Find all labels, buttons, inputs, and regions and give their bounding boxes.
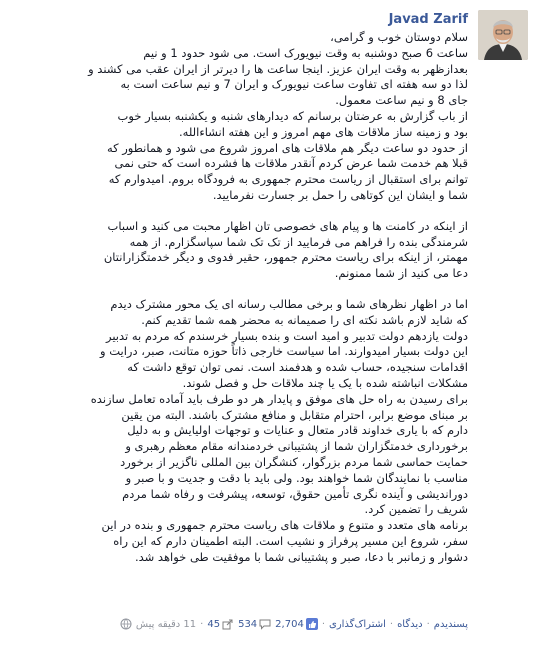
post-line: این دولت بسیار امیدوارند. اما سیاست خارجی ذاتاً حوزه متانت، صبر، درایت و	[100, 344, 468, 359]
comment-icon	[259, 618, 271, 630]
shares-count[interactable]	[207, 618, 234, 630]
timestamp[interactable]: 11 دقیقه پیش	[135, 618, 197, 630]
post-line: ساعت 6 صبح دوشنبه به وقت نیویورک است. می شود حدود 1 و نیم	[143, 45, 468, 60]
post-paragraph-2	[6, 219, 468, 282]
post-line: سفر، شروع این مسیر پرفراز و نشیب است. البته اطمینان دارم که این راه	[113, 533, 468, 548]
post-line: لذا دو سه هفته ای تفاوت ساعت نیویورک و ایران 7 و نیم ساعت است به	[120, 77, 468, 92]
shares-count-value: 45	[207, 618, 221, 630]
separator: ·	[200, 618, 204, 630]
post-line: قبلا هم خدمت شما عرض کردم آنقدر ملاقات ها فشرده است که حتی نمی	[114, 156, 468, 171]
post-line: دشوار و زمانبر با دعا، صبر و پشتیبانی شما با موفقیت طی خواهد شد.	[134, 549, 468, 564]
post-body	[6, 30, 468, 581]
post-line: مناسب با نمایندگان شما خواهند بود. ولی باید با دقت و جدیت و با صبر و	[125, 470, 468, 485]
profile-photo	[478, 10, 528, 60]
post-line: برای رسیدن به راه حل های موفق و پایدار هر دو طرف باید آماده تعامل سازنده	[90, 391, 468, 406]
post-line: حمایت حماسی شما مردم بزرگوار، کنشگران بین المللی ناگزیر از برخورد	[120, 454, 468, 469]
post-line: دولت یازدهم دولت تدبیر و امید است و بنده بسیار خرسندم که مردم به تدبیر	[105, 328, 468, 343]
post-line: دوراندیشی و آینده نگری تأمین حقوق، توسعه، پیشرفت و رفاه شما مردم	[122, 486, 468, 501]
post-line: از باب گزارش به عرضتان برسانم که دیدارهای شنبه و یکشنبه بسیار خوب	[117, 108, 468, 123]
avatar[interactable]	[478, 10, 528, 60]
post-line: که شاید لازم باشد نکته ای را صمیمانه به محضر همه شما تقدیم کنم.	[141, 312, 468, 327]
post-line: سلام دوستان خوب و گرامی،	[330, 30, 468, 44]
post-line: بود و زمینه ساز ملاقات های مهم امروز و این هفته انشاءالله.	[179, 124, 468, 139]
post-line: جای 8 و نیم ساعت معمول.	[335, 93, 468, 108]
post-line: دعا می کنید از شما ممنونم.	[334, 266, 468, 281]
like-link[interactable]: پسندیدم	[433, 618, 468, 630]
post-line: شما و ایشان این کوتاهی را حمل بر جسارت نفرمایید.	[212, 187, 468, 202]
comments-count-value: 534	[238, 618, 258, 630]
post-line: توانم برای استقبال از ریاست محترم جمهوری به فرودگاه بروم. امیدوارم که	[108, 172, 468, 187]
post-line: مشکلات انباشته شده با یک یا چند ملاقات حل و فصل شوند.	[182, 375, 468, 390]
post-line: دارم که با یاری خداوند قادر متعال و عنایات و توجهات اولیایش و به دلیل	[127, 423, 468, 438]
thumbs-up-icon	[306, 618, 318, 630]
post-line: از اینکه در کامنت ها و پیام های خصوصی تان اظهار محبت می کنید و اسباب	[107, 218, 468, 233]
post-paragraph-1	[6, 30, 468, 204]
author-name[interactable]: Javad Zarif	[388, 12, 468, 27]
share-link[interactable]: اشتراک‌گذاری	[329, 618, 386, 630]
post-footer	[6, 616, 468, 632]
post-paragraph-3	[6, 297, 468, 566]
post-line: بعدازظهر به وقت ایران عزیز. اینجا ساعت ها را دیرتر از ایران عقب می کشند و	[88, 61, 468, 76]
comments-count[interactable]	[238, 618, 271, 630]
separator: ·	[389, 618, 394, 630]
comment-link[interactable]: دیدگاه	[397, 618, 423, 630]
post-line: شریف را تضمین کرد.	[364, 502, 468, 517]
post-line: اقدامات سنجیده، حساب شده و هدفمند است. نمی توان توقع داشت که	[127, 360, 468, 375]
separator: ·	[321, 618, 325, 630]
post-line: بر مبنای موضع برابر، احترام متقابل و منافع مشترک باشند. البته من یقین	[121, 407, 468, 422]
likes-count[interactable]	[275, 618, 318, 630]
separator: ·	[426, 618, 430, 630]
post-line: اما در اظهار نظرهای شما و برخی مطالب رسانه ای یک محور مشترک دیدم	[110, 296, 468, 311]
post-line: از حدود دو ساعت دیگر هم ملاقات های امروز شروع می شود و همانطور که	[106, 140, 468, 155]
post-line: برنامه های متعدد و متنوع و ملاقات های ریاست محترم جمهوری و بنده در این	[101, 518, 468, 533]
post-line: مهمتر، از اینکه برای ریاست محترم جمهور، حقیر فدوی و دیگر خدمتگزارانتان	[103, 250, 468, 265]
post-line: برخورداری خدمتگزاران شما از پشتیبانی خردمندانه مقام معظم رهبری و	[125, 439, 468, 454]
globe-icon	[120, 618, 132, 630]
post-line: شرمندگی بنده را فراهم می فرمایید از تک تک شما سپاسگزارم. از همه	[129, 234, 468, 249]
share-icon	[222, 618, 234, 630]
likes-count-value: 2,704	[275, 618, 304, 630]
